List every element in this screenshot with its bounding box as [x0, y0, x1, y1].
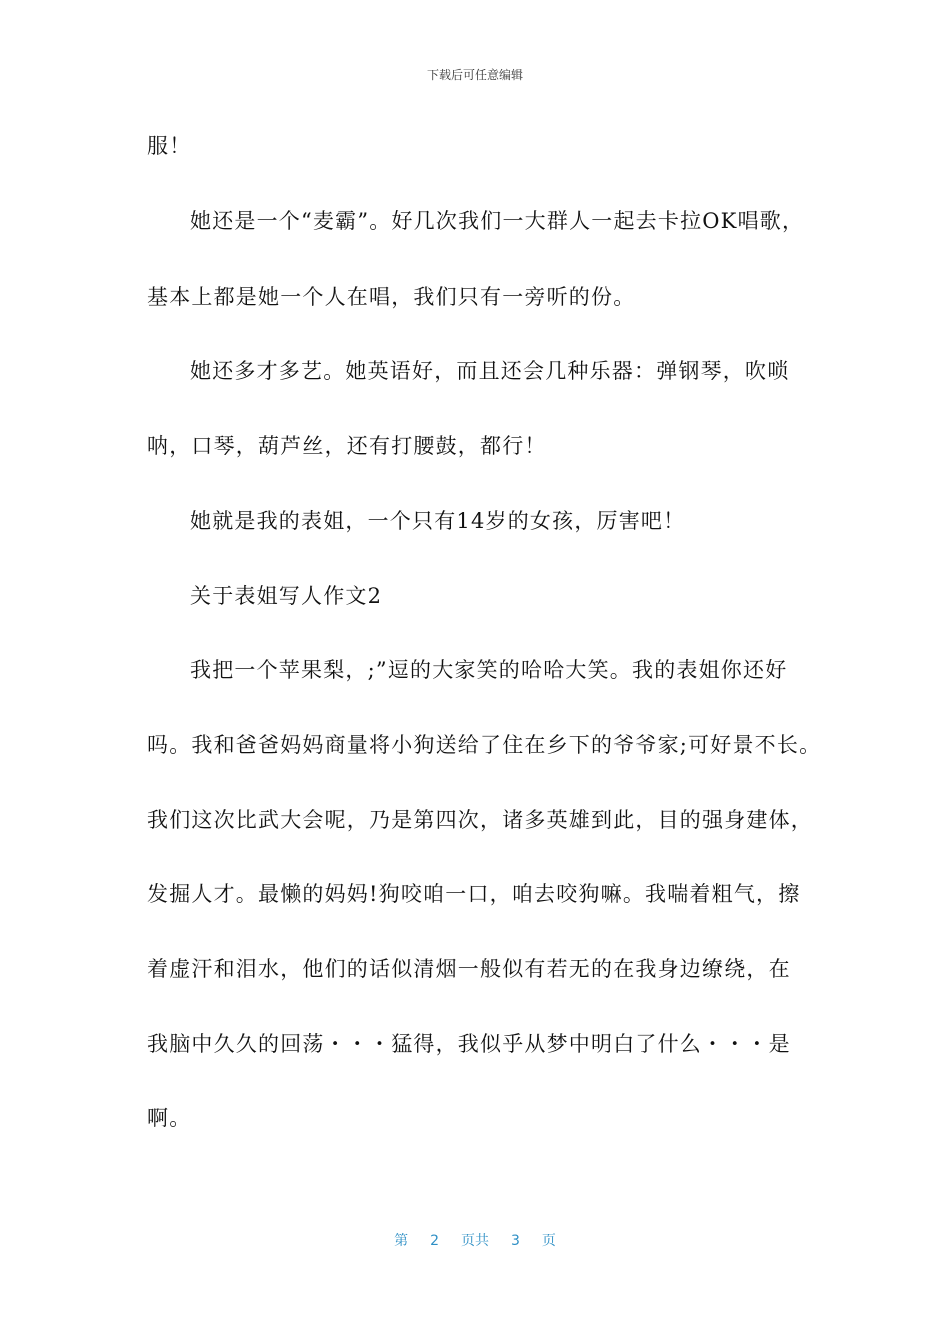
paragraph-line: 我们这次比武大会呢，乃是第四次，诸多英雄到此，目的强身建体， — [147, 808, 813, 832]
paragraph-line: 基本上都是她一个人在唱，我们只有一旁听的份。 — [147, 285, 636, 309]
paragraph-line: 她还是一个“麦霸”。好几次我们一大群人一起去卡拉OK唱歌， — [190, 209, 805, 233]
page-footer — [0, 1230, 950, 1250]
paragraph-line: 吗。我和爸爸妈妈商量将小狗送给了住在乡下的爷爷家;可好景不长。 — [147, 733, 822, 757]
paragraph-line: 我脑中久久的回荡・・・猛得，我似乎从梦中明白了什么・・・是 — [147, 1032, 791, 1056]
page-header: 下载后可任意编辑 — [426, 68, 523, 82]
paragraph-line: 她还多才多艺。她英语好，而且还会几种乐器：弹钢琴，吹唢 — [190, 359, 790, 383]
footer-suffix: 页 — [541, 1233, 556, 1249]
total-pages-number: 3 — [511, 1233, 520, 1249]
paragraph-line: 着虚汗和泪水，他们的话似清烟一般似有若无的在我身边缭绕，在 — [147, 957, 791, 981]
paragraph-line: 我把一个苹果梨，;”逗的大家笑的哈哈大笑。我的表姐你还好 — [190, 658, 788, 682]
footer-prefix: 第 — [394, 1233, 409, 1249]
paragraph-line: 她就是我的表姐，一个只有14岁的女孩，厉害吧！ — [190, 509, 686, 533]
footer-mid: 页共 — [461, 1233, 489, 1249]
current-page-number: 2 — [430, 1233, 439, 1249]
paragraph-line: 呐，口琴，葫芦丝，还有打腰鼓，都行！ — [147, 434, 547, 458]
section-heading: 关于表姐写人作文2 — [190, 584, 383, 608]
paragraph-line: 啊。 — [147, 1106, 192, 1130]
paragraph-line: 发掘人才。最懒的妈妈!狗咬咱一口，咱去咬狗嘛。我喘着粗气，擦 — [147, 882, 801, 906]
paragraph-line: 服！ — [147, 134, 192, 158]
